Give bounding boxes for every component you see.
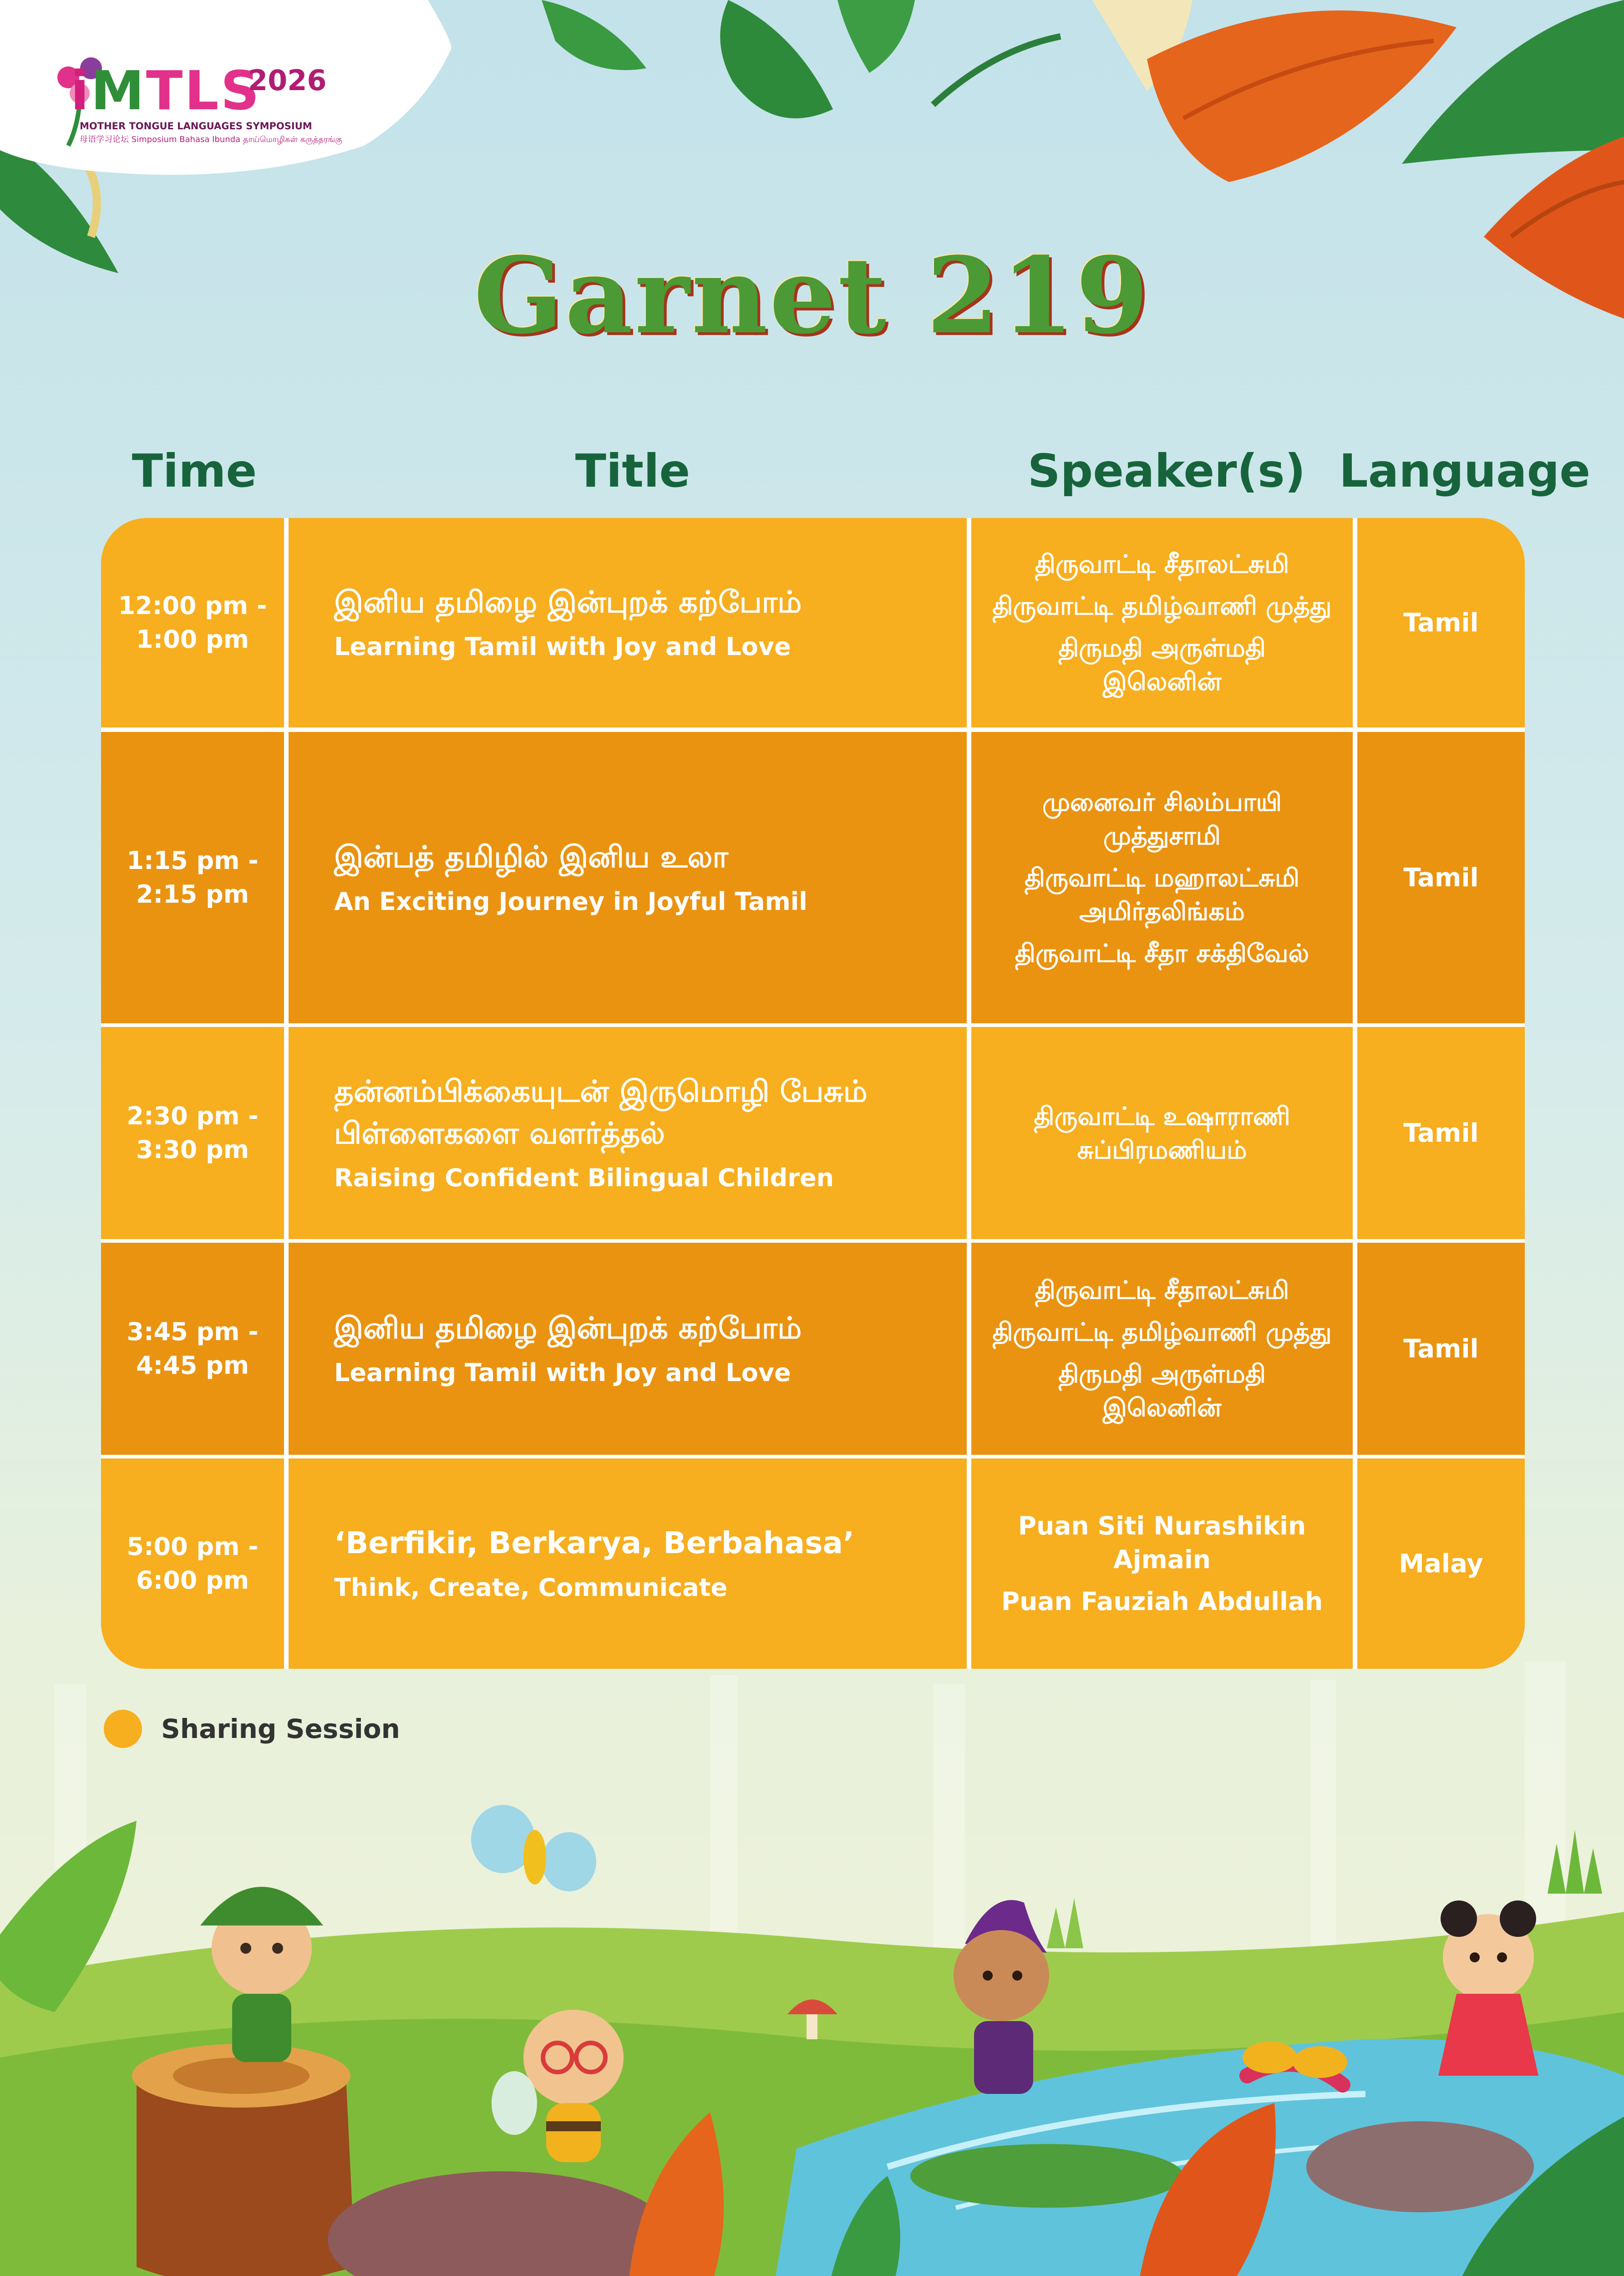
logo-letter-i: i: [71, 59, 91, 122]
session-title: [289, 1027, 967, 1239]
speaker-name: திருமதி அருள்மதி இலெனின்: [1058, 1359, 1266, 1422]
legend-swatch-icon: [104, 1710, 142, 1748]
session-title: [289, 1243, 967, 1455]
session-language-text: Malay: [1399, 1549, 1483, 1579]
session-title-english: Raising Confident Bilingual Children: [334, 1163, 834, 1192]
column-header-time: Time: [132, 444, 257, 498]
speaker-name: திருவாட்டி சீதாலட்சுமி: [1035, 549, 1289, 579]
session-speakers: [971, 518, 1353, 727]
logo-subtitle-multilingual: 母语学习论坛 Simposium Bahasa Ibunda தாய்மொழிகள் கருத்தரங்கு: [80, 135, 343, 144]
legend: [104, 1710, 400, 1748]
logo-wordmark: [71, 59, 261, 122]
logo: [52, 50, 344, 150]
logo-subtitle: MOTHER TONGUE LANGUAGES SYMPOSIUM: [80, 121, 312, 132]
logo-letter-m: M: [91, 59, 146, 122]
session-language-text: Tamil: [1403, 608, 1479, 638]
session-language: [1357, 1243, 1525, 1455]
session-speakers: [971, 1458, 1353, 1669]
session-title-english: An Exciting Journey in Joyful Tamil: [334, 887, 807, 916]
column-header-speakers: Speaker(s): [1027, 444, 1306, 498]
session-title: [289, 1458, 967, 1669]
session-title-native: இன்பத் தமிழில் இனிய உலா: [334, 839, 728, 874]
session-speakers: [971, 732, 1353, 1023]
cartoon-butterfly: [471, 1805, 596, 1891]
legend-label: Sharing Session: [161, 1713, 400, 1744]
speaker-name: திருவாட்டி தமிழ்வாணி முத்து: [992, 1317, 1332, 1346]
session-language-text: Tamil: [1403, 863, 1479, 893]
session-time-text: 2:30 pm - 3:30 pm: [127, 1102, 259, 1164]
session-time-text: 3:45 pm - 4:45 pm: [127, 1317, 259, 1380]
session-title-english: Learning Tamil with Joy and Love: [334, 632, 791, 661]
session-speakers: [971, 1243, 1353, 1455]
session-time-text: 5:00 pm - 6:00 pm: [127, 1532, 259, 1595]
session-time-text: 12:00 pm - 1:00 pm: [118, 591, 267, 654]
speaker-name: முனைவர் சிலம்பாயி முத்துசாமி: [1042, 787, 1282, 850]
schedule-table: [101, 518, 1525, 1669]
session-time: [101, 1027, 284, 1239]
session-time-text: 1:15 pm - 2:15 pm: [127, 846, 259, 909]
session-time: [101, 732, 284, 1023]
column-header-title: Title: [575, 444, 690, 498]
session-title-native: ‘Berfikir, Berkarya, Berbahasa’: [334, 1525, 855, 1560]
session-title: [289, 518, 967, 727]
session-language: [1357, 732, 1525, 1023]
speaker-name: Puan Siti Nurashikin Ajmain: [1018, 1511, 1306, 1574]
speaker-name: திருவாட்டி உஷாராணி சுப்பிரமணியம்: [1034, 1102, 1290, 1164]
session-time: [101, 518, 284, 727]
speaker-name: திருவாட்டி சீதா சக்திவேல்: [1015, 939, 1309, 968]
logo-letters-tls: TLS: [146, 59, 261, 122]
speaker-name: திருவாட்டி மஹாலட்சுமி அமிர்தலிங்கம்: [1025, 863, 1299, 926]
session-title-native: தன்னம்பிக்கையுடன் இருமொழி பேசும் பிள்ளைகளை வளர்த்தல்: [334, 1074, 868, 1151]
logo-year: 2026: [248, 64, 327, 97]
session-language: [1357, 518, 1525, 727]
column-header-language: Language: [1339, 444, 1591, 498]
session-language-text: Tamil: [1403, 1334, 1479, 1364]
speaker-name: திருவாட்டி சீதாலட்சுமி: [1035, 1275, 1289, 1305]
speaker-name: திருமதி அருள்மதி இலெனின்: [1058, 633, 1266, 696]
page-title: Garnet 219: [473, 234, 1151, 357]
speaker-name: திருவாட்டி தமிழ்வாணி முத்து: [992, 591, 1332, 620]
session-title-native: இனிய தமிழை இன்புறக் கற்போம்: [334, 584, 802, 620]
session-speakers: [971, 1027, 1353, 1239]
session-language: [1357, 1027, 1525, 1239]
session-time: [101, 1243, 284, 1455]
session-title-english: Learning Tamil with Joy and Love: [334, 1358, 791, 1387]
session-time: [101, 1458, 284, 1669]
speaker-name: Puan Fauziah Abdullah: [1001, 1587, 1323, 1616]
session-title-native: இனிய தமிழை இன்புறக் கற்போம்: [334, 1311, 802, 1346]
session-title: [289, 732, 967, 1023]
session-title-english: Think, Create, Communicate: [334, 1573, 728, 1602]
session-language-text: Tamil: [1403, 1118, 1479, 1148]
session-language: [1357, 1458, 1525, 1669]
